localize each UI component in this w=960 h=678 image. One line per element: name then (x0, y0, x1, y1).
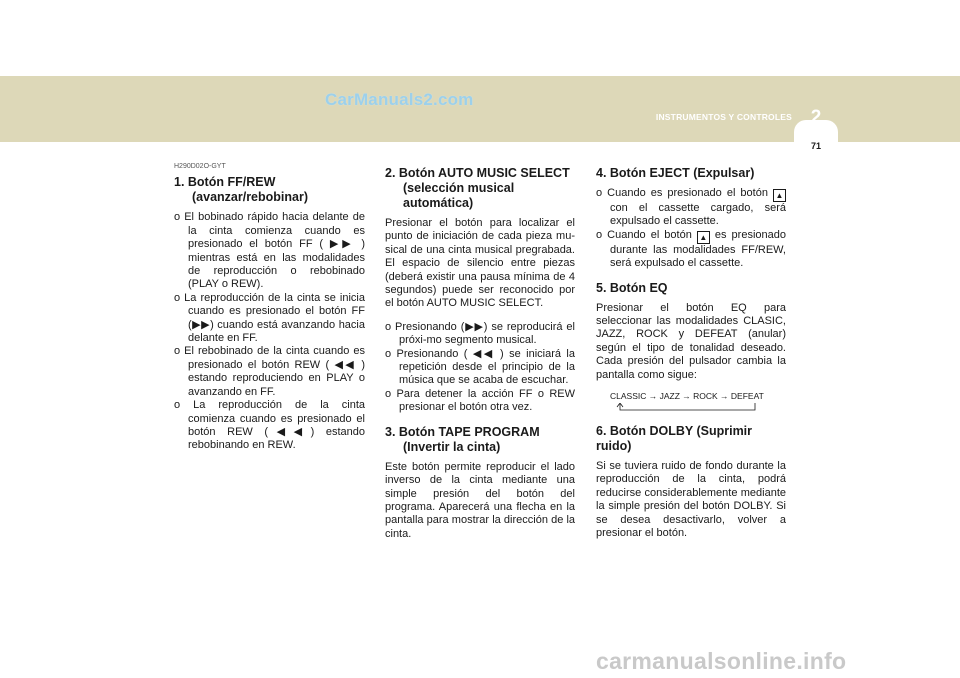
column-ff-rew (174, 160, 365, 453)
list-item-text: es presionado durante las modalidades FF/REW, será expulsado el cassette. (610, 228, 786, 270)
list-item (596, 187, 786, 229)
heading-auto-music-select: 2. Botón AUTO MUSIC SELECT (selección musical automática) (385, 166, 570, 210)
heading-ff-rew: 1. Botón FF/REW (avanzar/rebobinar) (174, 175, 309, 205)
list-item: o El bobinado rápido hacia delante de la cinta comienza cuando es presionado el botón FF ( ▶▶ ) mientras está en las modalidades de reproducción o rebobinado (PLAY o REW). (174, 211, 365, 291)
footer-watermark[interactable]: carmanualsonline.info (596, 648, 847, 674)
section-title: INSTRUMENTOS Y CONTROLES (655, 112, 792, 122)
list-item-text: o Cuando el botón (596, 228, 692, 241)
list-item-text: con el cassette cargado, será expulsado el cassette. (610, 202, 786, 228)
list-item: o Presionando ( ◀◀ ) se iniciará la repetición desde el principio de la música que se acaba de escuchar. (385, 347, 575, 387)
paragraph-dolby: Si se tuviera ruido de fondo durante la reproducción de la cinta, podrá reducirse considerablemente mediante la simple presión del botón DOLBY. Si se desea desactivarlo, volver a presionar el botón. (596, 459, 786, 539)
eq-loop-arrow-icon (615, 403, 761, 413)
list-item (596, 229, 786, 271)
paragraph-eq: Presionar el botón EQ para seleccionar las modalidades CLASIC, JAZZ, ROCK y DEFEAT (anular) según el tipo de tonalidad deseado. Cada presión del pulsador cambia la pantalla como sigue: (596, 301, 786, 381)
heading-tape-program: 3. Botón TAPE PROGRAM (Invertir la cinta) (385, 424, 540, 454)
list-item-text: o Cuando es presionado el botón (596, 187, 768, 199)
eject-icon: ▲ (773, 189, 786, 202)
chapter-number: 2 (810, 107, 822, 128)
eject-icon: ▲ (697, 231, 710, 244)
heading-eq: 5. Botón EQ (596, 280, 668, 295)
eq-sequence: CLASSIC → JAZZ → ROCK → DEFEAT (610, 391, 764, 402)
site-watermark[interactable]: CarManuals2.com (325, 90, 474, 109)
page-number: 71 (810, 141, 821, 151)
list-item: o La reproducción de la cinta se inicia cuando es presionado el botón FF (▶▶) cuando está avanzando hacia delante en FF. (174, 291, 365, 345)
column-eject-eq-dolby (596, 166, 786, 550)
list-item: o Para detener la acción FF o REW presionar el botón otra vez. (385, 387, 575, 414)
paragraph-ams: Presionar el botón para localizar el punto de iniciación de cada pieza mu-sical de una cinta musical pregrabada. El espacio de silencio entre piezas (deberá existir una pausa mínima de 4 segundos) puede ser reconocido por el botón AUTO MUSIC SELECT. (385, 217, 575, 310)
list-item: o La reproducción de la cinta comienza cuando es presionado el botón REW (◀◀) estando rebobinando en REW. (174, 399, 365, 452)
column-ams-tape (385, 166, 575, 551)
list-item: o Presionando (▶▶) se reproducirá el próxi-mo segmento musical. (385, 320, 575, 347)
heading-eject: 4. Botón EJECT (Expulsar) (596, 166, 755, 180)
paragraph-tape-program: Este botón permite reproducir el lado inverso de la cinta mediante una simple presión del botón del programa. Aparecerá una flecha en la pantalla para mostrar la dirección de la cinta. (385, 460, 575, 540)
heading-dolby: 6. Botón DOLBY (Suprimir ruido) (596, 423, 753, 453)
list-item: o El rebobinado de la cinta cuando es presionado el botón REW ( ◀◀ ) estando reproduciendo en PLAY o avanzando en FF. (174, 345, 365, 398)
section-code: H290D02O-GYT (174, 163, 226, 170)
